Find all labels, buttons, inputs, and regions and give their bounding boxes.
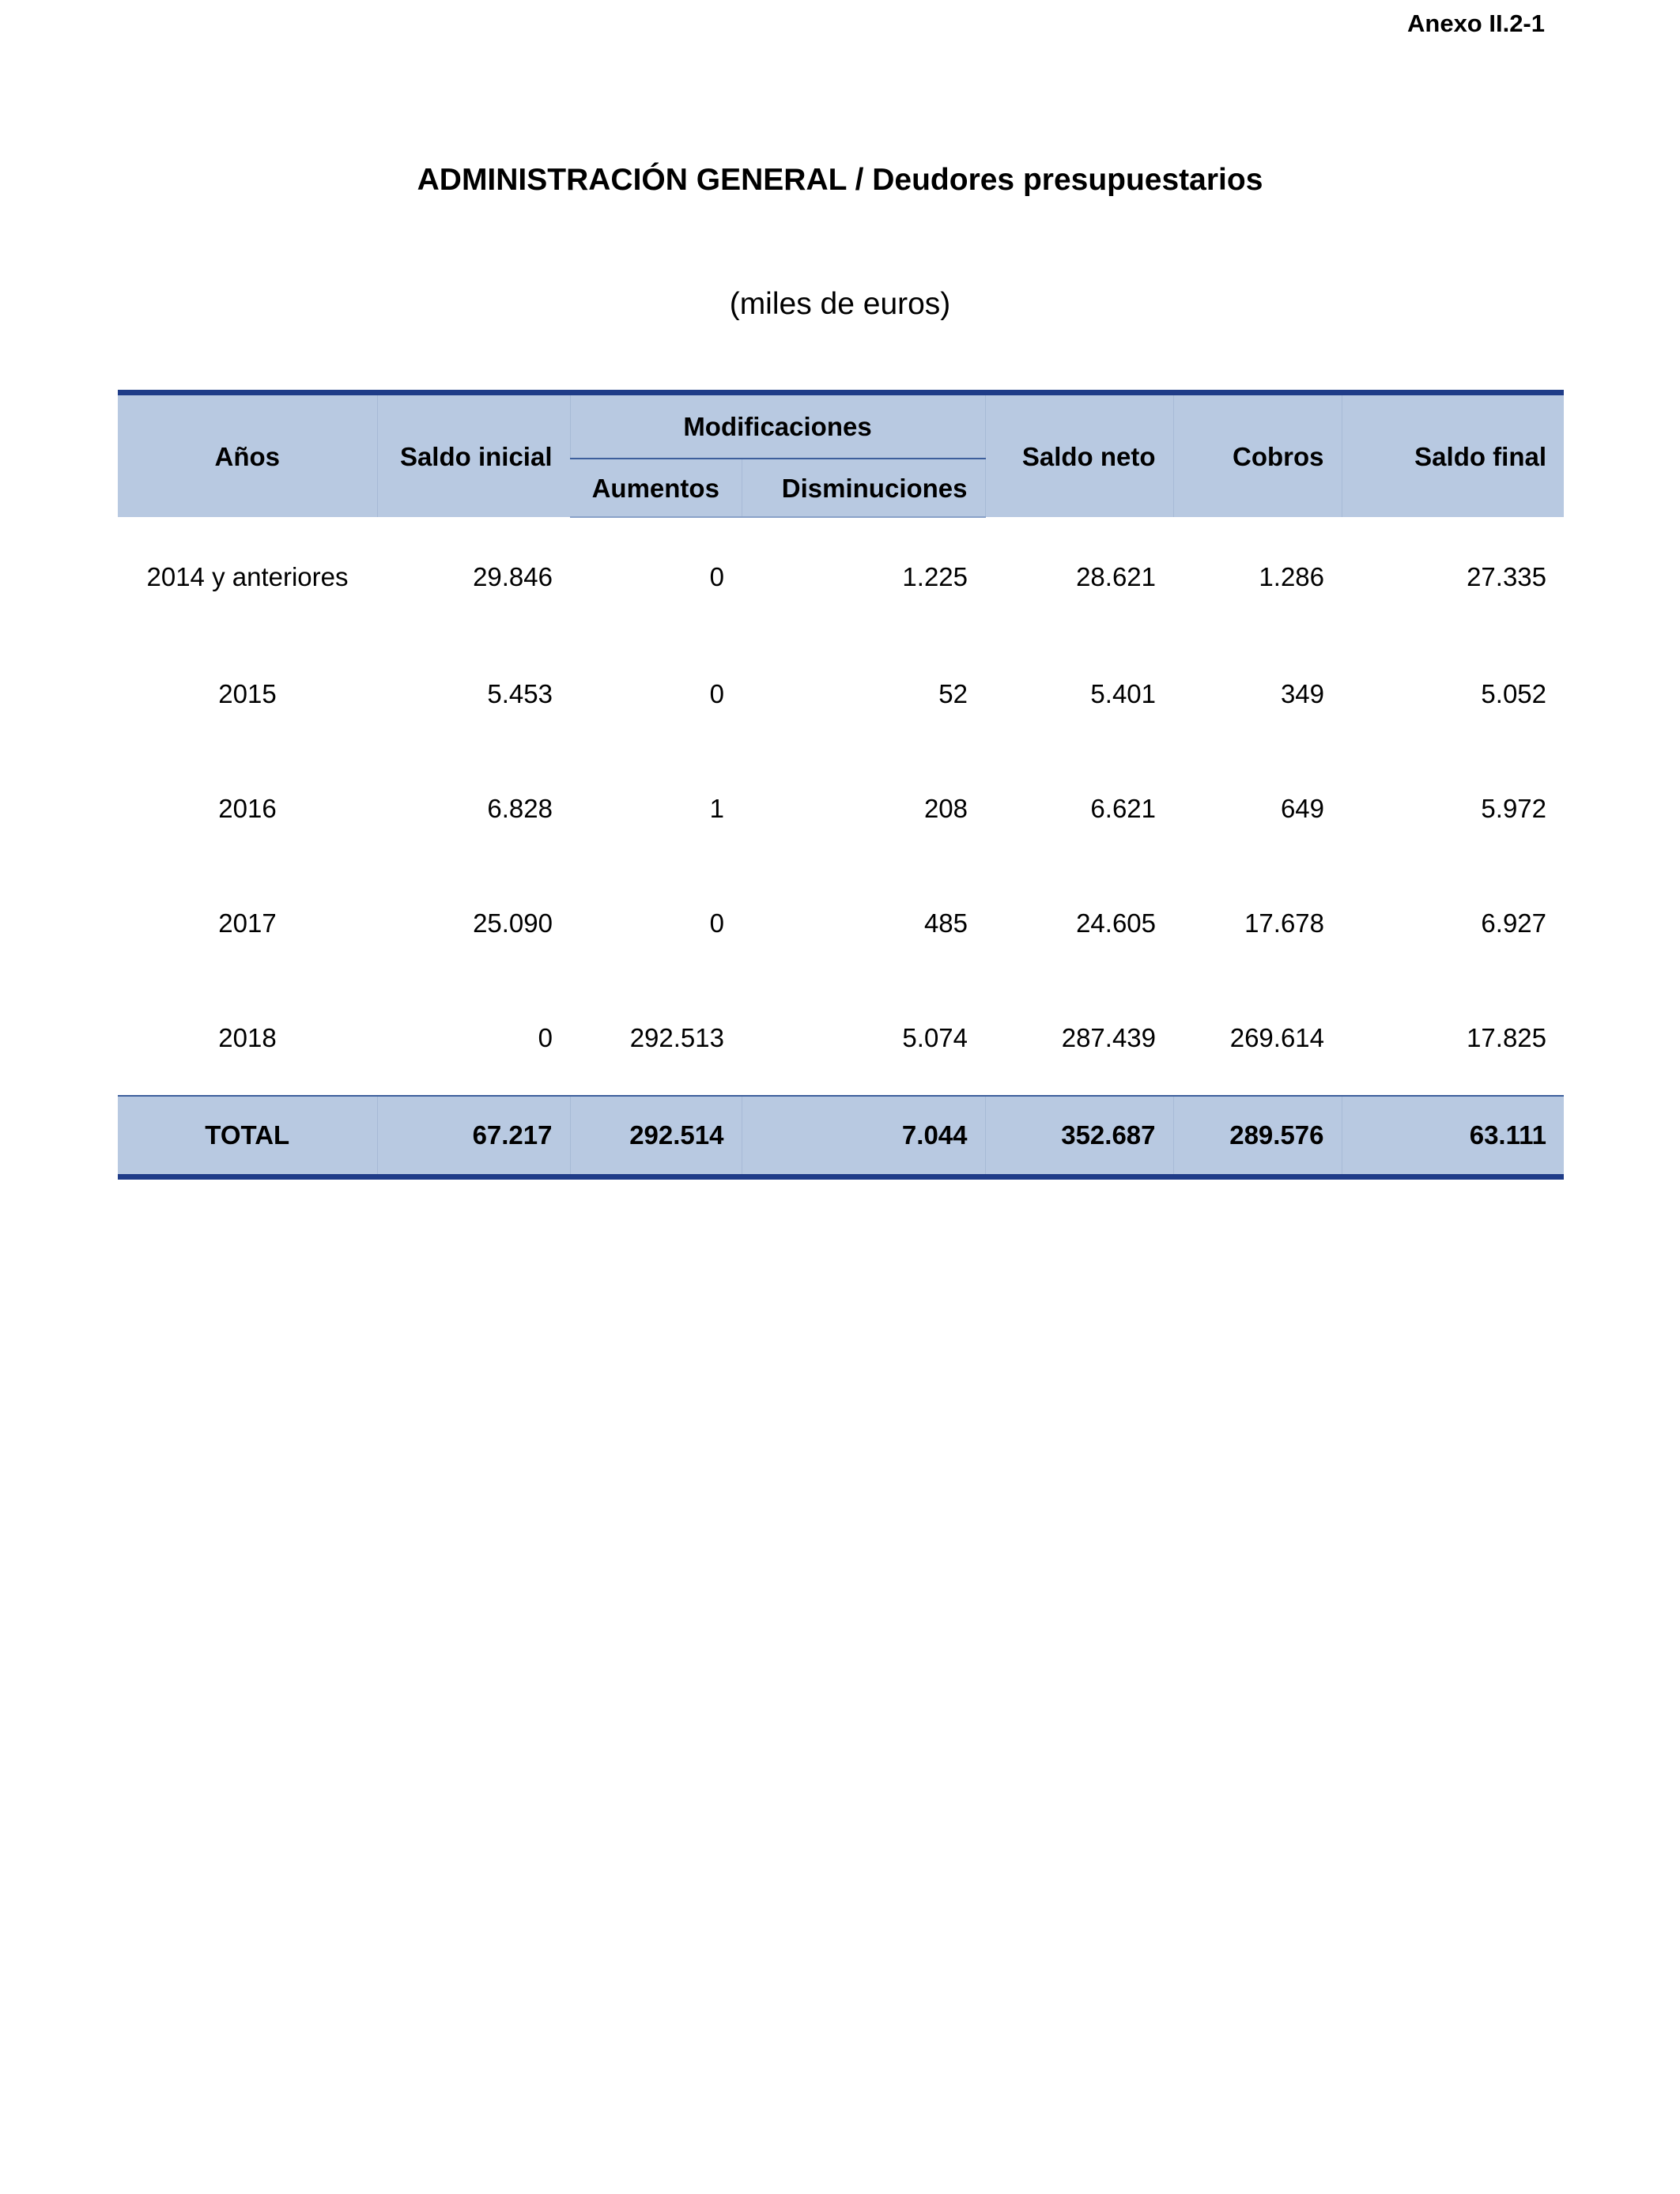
cell-year: 2016 (218, 793, 277, 823)
total-saldo-inicial: 67.217 (377, 1096, 570, 1177)
cell-saldo-neto: 28.621 (1076, 561, 1157, 591)
cell-saldo-inicial: 0 (538, 1022, 553, 1052)
cell-saldo-inicial: 5.453 (487, 678, 553, 708)
cell-cobros: 649 (1280, 793, 1325, 823)
cell-year: 2018 (218, 1022, 277, 1052)
cell-aumentos: 292.513 (629, 1022, 724, 1052)
cell-aumentos: 0 (709, 562, 724, 591)
annex-label: Anexo II.2-1 (1407, 9, 1545, 37)
cell-saldo-neto: 24.605 (1076, 908, 1157, 938)
table-row (118, 980, 1564, 1096)
cell-disminuciones: 1.225 (902, 562, 968, 591)
cell-cobros: 17.678 (1244, 908, 1325, 938)
total-aumentos: 292.514 (570, 1096, 742, 1177)
cell-saldo-final: 6.927 (1481, 908, 1547, 938)
total-cobros: 289.576 (1173, 1096, 1342, 1177)
header-aumentos: Aumentos (570, 459, 742, 517)
header-saldo-final: Saldo final (1342, 393, 1564, 518)
header-saldo-inicial: Saldo inicial (377, 393, 570, 518)
cell-aumentos: 0 (709, 908, 724, 938)
table-row (118, 751, 1564, 866)
cell-cobros: 269.614 (1229, 1022, 1325, 1052)
debtors-table (118, 390, 1564, 1180)
table-body (118, 517, 1564, 1096)
total-saldo-neto: 352.687 (985, 1096, 1173, 1177)
cell-saldo-neto: 5.401 (1090, 678, 1157, 708)
table-row (118, 517, 1564, 636)
cell-year: 2017 (218, 908, 277, 938)
page-title: ADMINISTRACIÓN GENERAL / Deudores presupuestarios (417, 163, 1263, 197)
cell-disminuciones: 485 (923, 908, 968, 938)
header-years: Años (118, 393, 377, 518)
header-cobros: Cobros (1173, 393, 1342, 518)
cell-saldo-inicial: 29.846 (473, 561, 553, 591)
units-subtitle: (miles de euros) (729, 287, 951, 321)
cell-saldo-final: 5.052 (1481, 678, 1547, 708)
cell-year: 2015 (218, 678, 277, 708)
cell-saldo-neto: 6.621 (1090, 793, 1157, 823)
cell-saldo-neto: 287.439 (1061, 1022, 1157, 1052)
cell-saldo-final: 27.335 (1467, 561, 1547, 591)
cell-saldo-inicial: 6.828 (487, 793, 553, 823)
cell-disminuciones: 52 (938, 678, 968, 708)
header-modificaciones: Modificaciones (570, 393, 985, 459)
cell-cobros: 349 (1280, 678, 1325, 708)
cell-aumentos: 0 (709, 678, 724, 708)
table-row (118, 636, 1564, 751)
table-header (118, 393, 1564, 518)
cell-year: 2014 y anteriores (146, 561, 349, 591)
cell-disminuciones: 5.074 (902, 1022, 968, 1052)
total-saldo-final: 63.111 (1342, 1096, 1564, 1177)
cell-saldo-final: 5.972 (1481, 793, 1547, 823)
cell-disminuciones: 208 (923, 793, 968, 823)
table-row (118, 866, 1564, 980)
cell-cobros: 1.286 (1259, 561, 1325, 591)
header-saldo-neto: Saldo neto (985, 393, 1173, 518)
header-disminuciones: Disminuciones (742, 459, 985, 517)
total-disminuciones: 7.044 (742, 1096, 985, 1177)
total-row (118, 1096, 1564, 1177)
cell-saldo-inicial: 25.090 (473, 908, 553, 938)
total-label: TOTAL (118, 1096, 377, 1177)
cell-saldo-final: 17.825 (1467, 1022, 1547, 1052)
cell-aumentos: 1 (709, 793, 724, 823)
